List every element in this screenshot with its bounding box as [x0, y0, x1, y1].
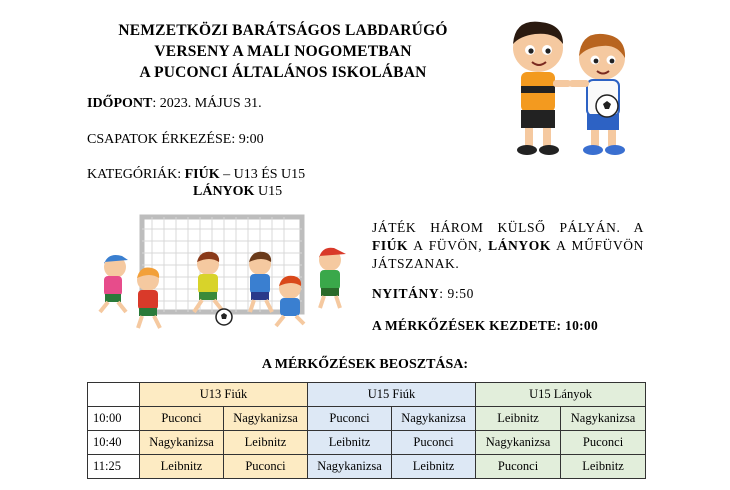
title-line-1: NEMZETKÖZI BARÁTSÁGOS LABDARÚGÓ [118, 22, 448, 39]
opening-label: NYITÁNY [372, 286, 440, 301]
arrival-label: CSAPATOK ÉRKEZÉSE [87, 132, 232, 147]
arrival-value: : 9:00 [231, 132, 264, 147]
team-cell: Leibnitz [561, 455, 646, 479]
table-row [88, 431, 646, 455]
header-u13-boys: U13 Fiúk [140, 383, 308, 407]
team-cell: Nagykanizsa [224, 407, 308, 431]
categories-line [87, 166, 305, 184]
schedule-table [87, 382, 646, 479]
fields-line-2 [372, 236, 644, 255]
girls-category-line [193, 183, 282, 201]
date-label: IDŐPONT [87, 96, 153, 111]
team-cell: Nagykanizsa [308, 455, 392, 479]
kids-handshake-illustration [505, 14, 640, 159]
match-time: 10:00 [88, 407, 140, 431]
team-cell: Puconci [392, 431, 476, 455]
team-cell: Nagykanizsa [561, 407, 646, 431]
team-cell: Nagykanizsa [140, 431, 224, 455]
fields-mid-2: A MŰFÜVÖN [550, 238, 644, 253]
matches-start: A MÉRKŐZÉSEK KEZDETE: 10:00 [372, 318, 599, 333]
categories-label: KATEGÓRIÁK: [87, 167, 185, 182]
fields-line-1: JÁTÉK HÁROM KÜLSŐ PÁLYÁN. A [372, 220, 644, 235]
team-cell: Puconci [308, 407, 392, 431]
date-line [87, 95, 262, 113]
fields-boys: FIÚK [372, 238, 409, 253]
team-cell: Leibnitz [476, 407, 561, 431]
team-cell: Leibnitz [392, 455, 476, 479]
date-value: : 2023. MÁJUS 31. [152, 96, 262, 111]
event-title [96, 20, 470, 83]
kids-football-illustration [90, 212, 360, 337]
boys-category-label: FIÚK [184, 167, 220, 182]
title-line-2: VERSENY A MALI NOGOMETBAN [154, 43, 412, 60]
title-line-3: A PUCONCI ÁLTALÁNOS ISKOLÁBAN [139, 64, 427, 81]
match-time: 11:25 [88, 455, 140, 479]
header-empty-cell [88, 383, 140, 407]
fields-girls: LÁNYOK [488, 238, 551, 253]
team-cell: Nagykanizsa [392, 407, 476, 431]
schedule-title: A MÉRKŐZÉSEK BEOSZTÁSA: [261, 357, 469, 372]
team-cell: Leibnitz [140, 455, 224, 479]
team-cell: Nagykanizsa [476, 431, 561, 455]
fields-line-3: JÁTSZANAK. [372, 256, 460, 271]
girls-category-label: LÁNYOK [193, 184, 255, 199]
team-cell: Puconci [476, 455, 561, 479]
header-u15-girls: U15 Lányok [476, 383, 646, 407]
opening-line [372, 284, 644, 303]
table-row [88, 407, 646, 431]
fields-mid-1: A FÜVÖN, [408, 238, 489, 253]
arrival-line [87, 131, 264, 149]
table-row [88, 455, 646, 479]
header-u15-boys: U15 Fiúk [308, 383, 476, 407]
match-time: 10:40 [88, 431, 140, 455]
team-cell: Leibnitz [308, 431, 392, 455]
opening-value: : 9:50 [439, 286, 474, 301]
boys-category-value: – U13 ÉS U15 [219, 167, 306, 182]
team-cell: Puconci [224, 455, 308, 479]
table-header-row [88, 383, 646, 407]
team-cell: Leibnitz [224, 431, 308, 455]
team-cell: Puconci [561, 431, 646, 455]
girls-category-value: U15 [254, 184, 283, 199]
team-cell: Puconci [140, 407, 224, 431]
